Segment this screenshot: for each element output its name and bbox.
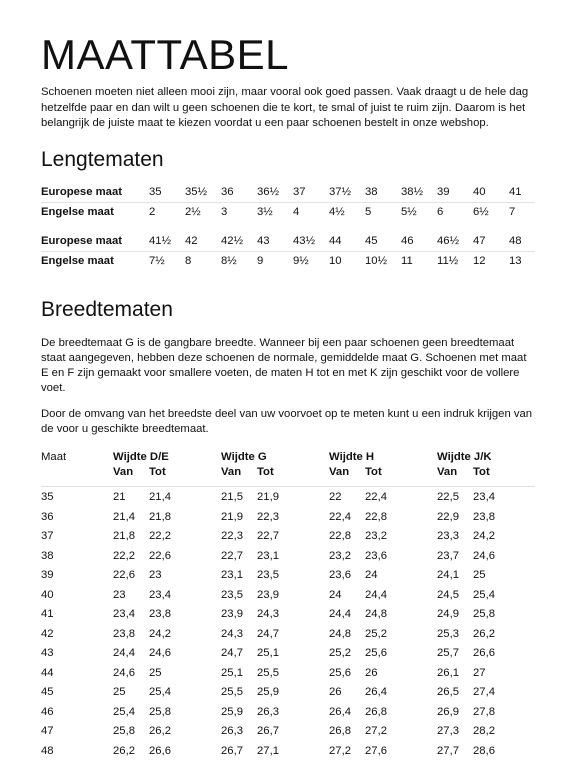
width-cell: 25,1: [257, 647, 279, 659]
width-cell: 24,6: [113, 666, 135, 679]
width-cell: 24,6: [473, 549, 495, 562]
width-cell: 24,4: [329, 608, 351, 620]
width-row: [41, 682, 535, 702]
length-cell: 7½: [149, 255, 165, 267]
width-row-size: 42: [41, 627, 54, 640]
length-cell: 46½: [437, 235, 459, 247]
width-table-header: [41, 450, 535, 487]
width-row: [41, 624, 535, 644]
width-cell: 25: [149, 666, 162, 679]
width-cell: 26,7: [257, 725, 279, 737]
length-row-label: Engelse maat: [41, 255, 114, 267]
length-cell: 46: [401, 235, 414, 247]
length-cell: 37½: [329, 186, 351, 198]
width-row: [41, 565, 535, 585]
width-row-size: 47: [41, 725, 54, 737]
width-row-size: 41: [41, 608, 54, 620]
width-cell: 22,4: [329, 510, 351, 523]
width-cell: 28,6: [473, 744, 495, 757]
width-cell: 26,3: [257, 705, 279, 718]
width-cell: 21,9: [257, 491, 279, 503]
width-col-maat: Maat: [41, 451, 67, 463]
width-cell: 23,2: [329, 549, 351, 562]
length-cell: 48: [509, 235, 522, 247]
width-row: [41, 643, 535, 663]
length-cell: 5: [365, 206, 372, 218]
width-cell: 25,1: [221, 666, 243, 679]
width-cell: 23,4: [113, 608, 135, 620]
width-cell: 25,4: [149, 686, 171, 698]
width-row-size: 45: [41, 686, 54, 698]
width-cell: 23,6: [365, 549, 387, 562]
width-cell: 23,9: [257, 588, 279, 601]
width-cell: 24,7: [257, 627, 279, 640]
width-row-size: 38: [41, 549, 54, 562]
length-cell: 10: [329, 255, 342, 267]
length-row-label: Engelse maat: [41, 206, 114, 218]
width-cell: 23: [113, 588, 126, 601]
width-cell: 23,4: [149, 588, 171, 601]
width-row-size: 44: [41, 666, 54, 679]
width-cell: 22,5: [437, 491, 459, 503]
width-cell: 22,3: [221, 530, 243, 542]
width-cell: 26,4: [329, 705, 351, 718]
width-cell: 24,8: [329, 627, 351, 640]
width-cell: 23,7: [437, 549, 459, 562]
length-cell: 42: [185, 235, 198, 247]
width-cell: 21,4: [113, 510, 135, 523]
width-row: [41, 721, 535, 741]
width-row: [41, 604, 535, 624]
length-cell: 38: [365, 186, 378, 198]
length-row-label: Europese maat: [41, 186, 122, 198]
width-row: [41, 526, 535, 546]
width-table: [41, 487, 535, 760]
width-cell: 27,1: [257, 744, 279, 757]
width-cell: 23,3: [437, 530, 459, 542]
width-cell: 22,6: [113, 569, 135, 581]
length-cell: 6: [437, 206, 444, 218]
width-cell: 23,5: [257, 569, 279, 581]
length-cell: 36½: [257, 186, 279, 198]
width-cell: 26,3: [221, 725, 243, 737]
width-row-size: 40: [41, 588, 54, 601]
width-cell: 25,2: [329, 647, 351, 659]
length-cell: 43½: [293, 235, 315, 247]
width-van-header: Van: [221, 466, 242, 478]
length-cell: 3½: [257, 206, 273, 218]
width-row-size: 39: [41, 569, 54, 581]
width-cell: 22,3: [257, 510, 279, 523]
width-row-size: 37: [41, 530, 54, 542]
width-cell: 22,7: [257, 530, 279, 542]
width-cell: 22,2: [149, 530, 171, 542]
page-title: MAATTABEL: [41, 31, 289, 78]
width-cell: 26,8: [365, 705, 387, 718]
length-table: [41, 183, 535, 271]
length-cell: 5½: [401, 206, 417, 218]
width-cell: 27,6: [365, 744, 387, 757]
width-row: [41, 702, 535, 722]
length-cell: 8½: [221, 255, 237, 267]
width-cell: 23,1: [257, 549, 279, 562]
width-cell: 26,1: [437, 666, 459, 679]
width-cell: 24: [365, 569, 378, 581]
intro-text: Schoenen moeten niet alleen mooi zijn, maar vooral ook goed passen. Vaak draagt u de hele dag hetzelfde paar en dan wilt u geen schoenen die te kort, te smal of juist te ruim zijn. Daarom is het belangrijk de juiste maat te kiezen voordat u een paar schoenen bestelt in onze webshop.: [41, 86, 529, 129]
width-paragraph-1: De breedtemaat G is de gangbare breedte. Wanneer bij een paar schoenen geen breedtemaat staat aangegeven, hebben deze schoenen de normale, gemiddelde maat G. Schoenen met maat E en F zijn gemaakt voor smallere voeten, de maten H tot en met K zijn geschikt voor de vollere voet.: [41, 337, 527, 394]
width-cell: 26,5: [437, 686, 459, 698]
width-cell: 25,4: [113, 705, 135, 718]
length-cell: 42½: [221, 235, 243, 247]
length-cell: 11½: [437, 255, 459, 267]
width-cell: 23: [149, 569, 162, 581]
width-row: [41, 741, 535, 761]
length-cell: 35: [149, 186, 162, 198]
width-cell: 23,1: [221, 569, 243, 581]
length-cell: 45: [365, 235, 378, 247]
width-cell: 24,3: [257, 608, 279, 620]
width-van-header: Van: [437, 466, 458, 478]
width-cell: 25,7: [437, 647, 459, 659]
length-cell: 40: [473, 186, 486, 198]
length-cell: 44: [329, 235, 342, 247]
width-cell: 25,3: [437, 627, 459, 640]
width-cell: 28,2: [473, 725, 495, 737]
width-group-header: Wijdte D/E: [113, 451, 169, 463]
width-van-header: Van: [113, 466, 134, 478]
width-cell: 23,2: [365, 530, 387, 542]
width-cell: 23,8: [473, 510, 495, 523]
width-cell: 24,3: [221, 627, 243, 640]
width-cell: 25: [473, 569, 486, 581]
width-cell: 24,8: [365, 608, 387, 620]
length-cell: 8: [185, 255, 192, 267]
width-cell: 24,5: [437, 588, 459, 601]
width-cell: 22,8: [365, 510, 387, 523]
width-cell: 24,2: [149, 627, 171, 640]
width-cell: 22: [329, 491, 342, 503]
length-cell: 4: [293, 206, 300, 218]
width-cell: 25,8: [473, 608, 495, 620]
width-cell: 26: [365, 666, 378, 679]
length-cell: 37: [293, 186, 306, 198]
width-cell: 25,6: [329, 666, 351, 679]
width-row-size: 46: [41, 705, 54, 718]
length-cell: 2½: [185, 206, 201, 218]
length-cell: 6½: [473, 206, 489, 218]
width-cell: 25,2: [365, 627, 387, 640]
width-cell: 26,6: [473, 647, 495, 659]
width-tot-header: Tot: [473, 466, 490, 478]
width-cell: 25,5: [221, 686, 243, 698]
width-cell: 24,1: [437, 569, 459, 581]
width-tot-header: Tot: [149, 466, 166, 478]
length-cell: 9: [257, 255, 264, 267]
length-cell: 43: [257, 235, 270, 247]
width-tot-header: Tot: [365, 466, 382, 478]
width-cell: 21,5: [221, 491, 243, 503]
width-cell: 24,4: [365, 588, 387, 601]
length-heading: Lengtematen: [41, 148, 164, 171]
length-cell: 39: [437, 186, 450, 198]
length-cell: 7: [509, 206, 516, 218]
width-group-header: Wijdte H: [329, 451, 375, 463]
width-cell: 26,6: [149, 744, 171, 757]
width-cell: 21: [113, 491, 126, 503]
length-row-label: Europese maat: [41, 235, 122, 247]
width-group-header: Wijdte G: [221, 451, 267, 463]
width-cell: 22,8: [329, 530, 351, 542]
width-cell: 26,2: [473, 627, 495, 640]
length-cell: 47: [473, 235, 486, 247]
length-cell: 11: [401, 255, 413, 267]
width-cell: 25,4: [473, 588, 495, 601]
length-gap: [41, 222, 535, 232]
length-cell: 38½: [401, 186, 423, 198]
length-cell: 9½: [293, 255, 309, 267]
width-cell: 27,7: [437, 744, 459, 757]
length-cell: 41: [509, 186, 522, 198]
length-row-en: [41, 252, 535, 271]
width-cell: 24,9: [437, 608, 459, 620]
width-row-size: 36: [41, 510, 54, 523]
length-row-eu: [41, 183, 535, 203]
width-cell: 26,7: [221, 744, 243, 757]
width-cell: 22,9: [437, 510, 459, 523]
width-cell: 23,5: [221, 588, 243, 601]
width-cell: 26,9: [437, 705, 459, 718]
length-row-en: [41, 203, 535, 222]
width-cell: 22,2: [113, 549, 135, 562]
width-row: [41, 487, 535, 507]
width-cell: 23,4: [473, 491, 495, 503]
width-cell: 26,2: [113, 744, 135, 757]
width-cell: 27,2: [329, 744, 351, 757]
width-cell: 25: [113, 686, 126, 698]
width-cell: 25,6: [365, 647, 387, 659]
width-cell: 21,9: [221, 510, 243, 523]
width-cell: 26,8: [329, 725, 351, 737]
width-tot-header: Tot: [257, 466, 274, 478]
width-row: [41, 507, 535, 527]
width-cell: 26: [329, 686, 342, 698]
width-heading: Breedtematen: [41, 298, 173, 321]
width-cell: 23,8: [149, 608, 171, 620]
width-cell: 26,2: [149, 725, 171, 737]
width-cell: 21,8: [113, 530, 135, 542]
length-cell: 10½: [365, 255, 387, 267]
width-cell: 24,6: [149, 647, 171, 659]
width-cell: 25,5: [257, 666, 279, 679]
width-paragraph-2: Door de omvang van het breedste deel van uw voorvoet op te meten kunt u een indruk krijgen van de voor u geschikte breedtemaat.: [41, 408, 533, 435]
width-cell: 25,9: [257, 686, 279, 698]
width-cell: 27,8: [473, 705, 495, 718]
length-cell: 4½: [329, 206, 345, 218]
width-cell: 22,4: [365, 491, 387, 503]
width-cell: 23,6: [329, 569, 351, 581]
width-group-header: Wijdte J/K: [437, 451, 492, 463]
width-cell: 26,4: [365, 686, 387, 698]
length-row-eu: [41, 232, 535, 252]
width-cell: 21,4: [149, 491, 171, 503]
width-cell: 23,8: [113, 627, 135, 640]
width-cell: 25,8: [113, 725, 135, 737]
width-cell: 27,3: [437, 725, 459, 737]
width-cell: 24: [329, 588, 342, 601]
width-cell: 25,8: [149, 705, 171, 718]
length-cell: 2: [149, 206, 156, 218]
length-cell: 12: [473, 255, 486, 267]
length-cell: 13: [509, 255, 522, 267]
width-cell: 24,7: [221, 647, 243, 659]
width-cell: 27: [473, 666, 486, 679]
width-row: [41, 663, 535, 683]
width-cell: 22,7: [221, 549, 243, 562]
width-cell: 25,9: [221, 705, 243, 718]
length-cell: 35½: [185, 186, 207, 198]
width-row-size: 43: [41, 647, 54, 659]
width-van-header: Van: [329, 466, 350, 478]
width-row: [41, 585, 535, 605]
width-cell: 24,4: [113, 647, 135, 659]
width-row-size: 35: [41, 491, 54, 503]
width-cell: 27,4: [473, 686, 495, 698]
width-row: [41, 546, 535, 566]
width-cell: 27,2: [365, 725, 387, 737]
width-cell: 21,8: [149, 510, 171, 523]
width-cell: 24,2: [473, 530, 495, 542]
width-cell: 23,9: [221, 608, 243, 620]
width-row-size: 48: [41, 744, 54, 757]
length-cell: 41½: [149, 235, 171, 247]
width-cell: 22,6: [149, 549, 171, 562]
length-cell: 3: [221, 206, 228, 218]
length-cell: 36: [221, 186, 234, 198]
